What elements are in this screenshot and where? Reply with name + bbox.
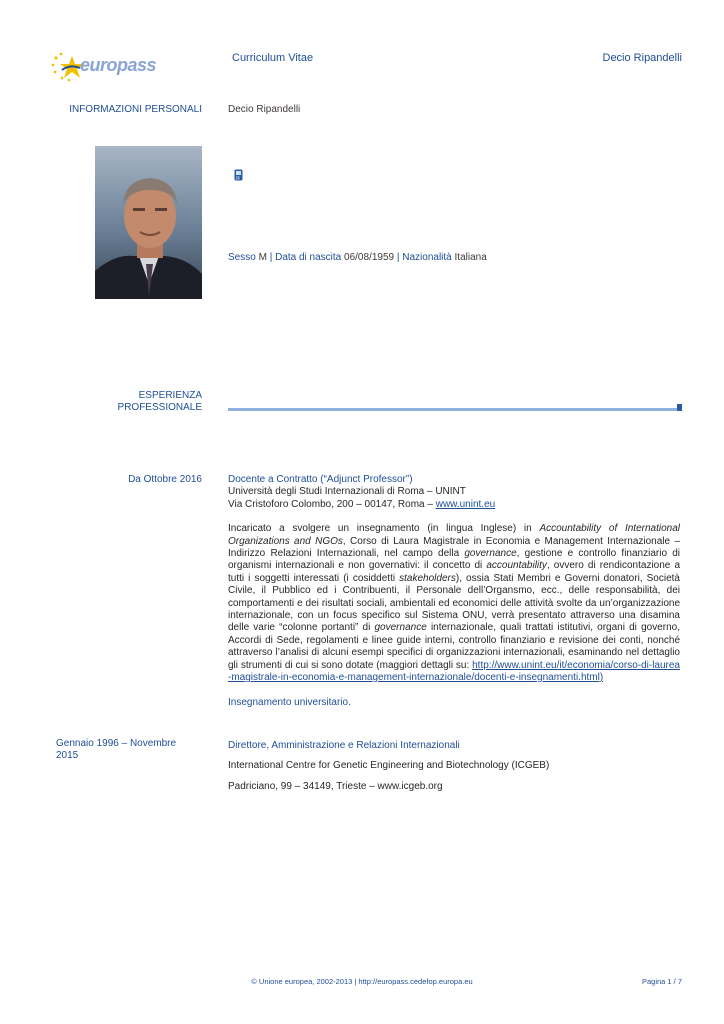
footer-copyright: © Unione europea, 2002-2013 | http://europass.cedefop.europa.eu: [251, 977, 473, 986]
europass-logo-text: europass: [80, 55, 157, 75]
header-title: Curriculum Vitae: [232, 52, 314, 64]
entry-2-address: Padriciano, 99 – 34149, Trieste – www.icgeb.org: [228, 780, 443, 792]
entry-2: [228, 740, 680, 793]
full-name: Decio Ripandelli: [228, 104, 301, 115]
entry-2-employer: International Centre for Genetic Engineering and Biotechnology (ICGEB): [228, 760, 550, 772]
entry-1-date: Da Ottobre 2016: [128, 474, 202, 485]
desc-text: , gestione e controllo finanziario di organismi internazionali e non governativi: il concetto di: [228, 548, 680, 572]
header-name: Decio Ripandelli: [602, 52, 682, 64]
entry-2-role: Direttore, Amministrazione e Relazioni Internazionali: [228, 740, 460, 751]
desc-italic: accountability: [486, 560, 547, 572]
desc-text: internazionale, quali trattati istitutivi, organi di governo, Accordi di Sede, regolamenti e linee guide interni, controllo finanziario e revisione dei conti, nonché attraverso l’analisi di alcuni esempi specifici di organizzazioni internazionali, esaminando nel dettaglio gli strumenti di cui si sono dotate (maggiori dettagli su:: [228, 622, 680, 671]
footer-page-number: Pagina 1 / 7: [641, 977, 682, 986]
desc-italic: Accountability of International Organizations and NGOs: [228, 523, 681, 547]
personal-details-line: [228, 252, 680, 263]
birth-date-label: Data di nascita: [275, 252, 342, 263]
nationality-label: Nazionalità: [402, 252, 452, 263]
experience-label-line2: PROFESSIONALE: [117, 402, 202, 413]
birth-date-value: 06/08/1959: [344, 252, 395, 263]
desc-italic: stakeholders: [399, 572, 456, 584]
separator: |: [396, 252, 400, 263]
entry-1-address: [228, 499, 680, 511]
course-details-link[interactable]: http://www.unint.eu/it/economia/corso-di-laurea-magistrale-in-economia-e-management-internazionale/docenti-e-insegnamenti.html): [228, 659, 680, 684]
personal-info-section-label: INFORMAZIONI PERSONALI: [69, 104, 202, 115]
entry-1-sector: Insegnamento universitario.: [228, 696, 351, 708]
separator: |: [269, 252, 273, 263]
desc-text: , Corso di Laura Magistrale in Economia e Management Internazionale – Indirizzo Relazioni Internazionali, nel campo della: [228, 535, 680, 560]
profile-photo-image: [95, 146, 202, 299]
sex-label: Sesso: [228, 252, 256, 263]
desc-text: ), ossia Stati Membri e Governi donatori, Società Civile, il Pubblico ed i Contribuenti, il Personale dell’Organsmo, ecc., delle responsabilità, dei comportamenti e dei risultati sociali, ambientali ed economici delle attività svolte da un’organizzazione internazionale, con un focus specifico sul Sistema ONU, verrà presentato attraverso una disamina delle varie “colonne portanti” di: [228, 572, 680, 634]
nationality-value: Italiana: [454, 252, 487, 263]
entry-1-description: [228, 523, 680, 684]
desc-text: Incaricato a svolgere un insegnamento (in lingua Inglese) in: [228, 523, 540, 535]
entry-1-role: Docente a Contratto (“Adjunct Professor”): [228, 474, 413, 485]
desc-text: , ovvero di rendicontazione a tutti i soggetti interessati (i cosiddetti: [228, 560, 681, 584]
entry-2-date-line1: Gennaio 1996 – Novembre: [56, 738, 177, 749]
europass-logo: [50, 50, 157, 84]
entry-1: [228, 474, 680, 709]
entry-1-website-link[interactable]: www.unint.eu: [435, 498, 496, 510]
entry-1-employer: Università degli Studi Internazionali di Roma – UNINT: [228, 486, 466, 498]
section-divider-line: [228, 408, 678, 411]
entry-2-date-line2: 2015: [56, 750, 79, 761]
desc-italic: governance: [374, 622, 427, 634]
entry-2-date: [56, 738, 206, 762]
mobile-phone-icon: [234, 169, 243, 181]
experience-label-line1: ESPERIENZA: [138, 390, 202, 401]
entry-1-address-text: Via Cristoforo Colombo, 200 – 00147, Roma –: [228, 498, 436, 510]
experience-section-label: [52, 390, 202, 414]
section-divider-marker: [677, 404, 682, 411]
desc-italic: governance: [464, 548, 517, 560]
profile-photo: [95, 146, 202, 299]
sex-value: M: [258, 252, 267, 263]
